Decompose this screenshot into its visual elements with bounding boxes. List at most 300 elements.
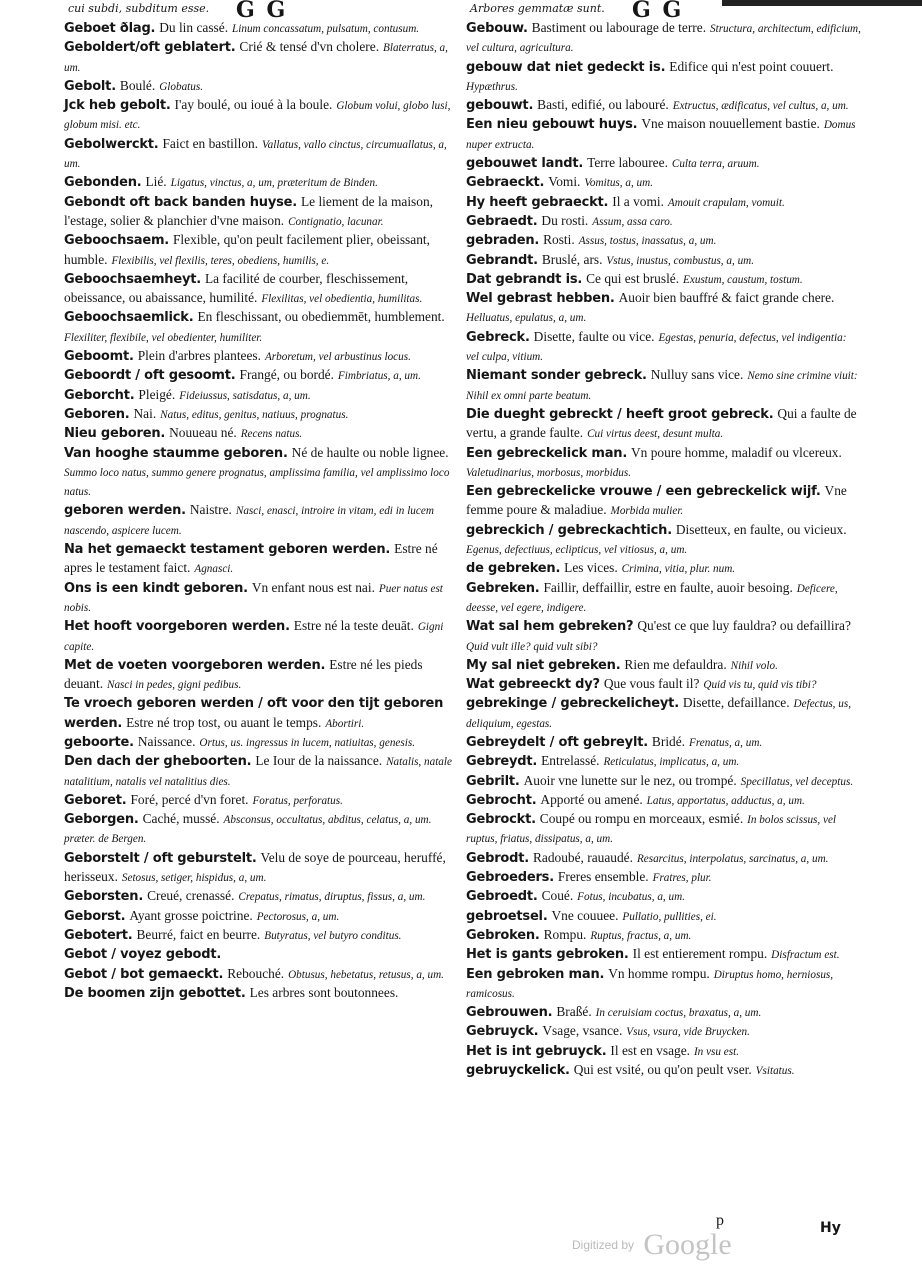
french-gloss: Entrelassé. (541, 753, 600, 769)
headword: Van hooghe staumme geboren. (64, 445, 288, 461)
left-entries (64, 19, 464, 1003)
right-column (466, 0, 862, 1080)
dictionary-entry (64, 926, 464, 945)
latin-gloss: Butyratus, vel butyro conditus. (264, 929, 402, 942)
dictionary-entry (64, 501, 464, 540)
dictionary-entry (64, 386, 464, 405)
french-gloss: Terre labouree. (587, 155, 668, 171)
latin-gloss: Vallatus, vallo cinctus, circumuallatus, a, um. (64, 138, 447, 171)
latin-gloss: Natus, editus, genitus, natiuus, prognatus. (160, 408, 349, 421)
dictionary-entry (466, 58, 862, 97)
headword: Wat sal hem gebreken? (466, 619, 634, 635)
left-column (64, 0, 464, 1003)
headword: Een gebreckelicke vrouwe / een gebreckelick wijf. (466, 484, 821, 500)
french-gloss: Ayant grosse poictrine. (129, 907, 253, 923)
dictionary-entry (466, 965, 862, 1004)
headword: Een gebroken man. (466, 966, 605, 982)
french-gloss: Freres ensemble. (557, 869, 649, 885)
headword: Gebrouwen. (466, 1005, 553, 1021)
french-gloss: Beurré, faict en beurre. (136, 926, 261, 942)
headword: gebouwet landt. (466, 156, 584, 172)
latin-gloss: Flexiliter, flexibile, vel obedienter, humiliter. (64, 331, 263, 344)
latin-gloss: Structura, architectum, edificium, vel cultura, agricultura. (466, 23, 861, 55)
latin-gloss: Exustum, caustum, tostum. (683, 273, 803, 286)
french-gloss: Vn homme rompu. (608, 965, 710, 981)
french-gloss: Vomi. (548, 174, 581, 190)
latin-gloss: Fimbriatus, a, um. (337, 370, 421, 383)
headword: Gebraeckt. (466, 175, 545, 191)
continuation-line: cui subdi, subditum esse. (68, 2, 210, 15)
french-gloss: Il est entierement rompu. (632, 946, 768, 962)
french-gloss: Bridé. (651, 733, 686, 749)
dictionary-entry (466, 444, 862, 483)
latin-gloss: Reticulatus, implicatus, a, um. (603, 756, 740, 769)
french-gloss: Frangé, ou bordé. (239, 367, 334, 383)
headword: Gebonden. (64, 175, 142, 191)
headword: Gebotert. (64, 927, 133, 943)
french-gloss: Auoir vne lunette sur le nez, ou trompé. (523, 772, 737, 788)
latin-gloss: Quid vult ille? quid vult sibi? (466, 640, 598, 653)
headword: gebouw dat niet gedeckt is. (466, 59, 666, 75)
dictionary-entry (466, 289, 862, 328)
headword: Na het gemaeckt testament geboren werden. (64, 542, 391, 558)
latin-gloss: Globum volui, globo lusi, globum misi. etc. (64, 100, 451, 132)
latin-gloss: Diruptus homo, herniosus, ramicosus. (466, 968, 834, 1000)
french-gloss: Apporté ou amené. (540, 791, 643, 807)
latin-gloss: Culta terra, aruum. (671, 158, 760, 171)
french-gloss: En fleschissant, ou obediemmēt, humblement. (197, 309, 445, 325)
latin-gloss: Egenus, defectiuus, eclipticus, vel vitiosus, a, um. (466, 544, 688, 557)
french-gloss: Caché, mussé. (142, 811, 220, 827)
headword: Gebot / voyez gebodt. (64, 947, 222, 963)
latin-gloss: Summo loco natus, summo genere prognatus, amplissima familia, vel amplissimo loco natus. (64, 466, 450, 499)
headword: Met de voeten voorgeboren werden. (64, 657, 326, 673)
dictionary-entry (466, 405, 862, 444)
dictionary-entry (466, 733, 862, 752)
latin-gloss: Vstus, inustus, combustus, a, um. (606, 254, 755, 267)
latin-gloss: Nasci in pedes, gigni pedibus. (107, 679, 242, 692)
dictionary-entry (64, 308, 464, 347)
latin-gloss: Specillatus, vel deceptus. (740, 775, 854, 788)
dictionary-entry (466, 231, 862, 250)
headword: Geboldert/oft geblatert. (64, 40, 236, 56)
headword: gebreckich / gebreckachtich. (466, 522, 672, 538)
dictionary-entry (64, 791, 464, 810)
dictionary-entry (466, 154, 862, 173)
latin-gloss: Disfractum est. (771, 949, 840, 962)
french-gloss: Auoir bien bauffré & faict grande chere. (618, 290, 835, 306)
headword: Gebreken. (466, 580, 540, 596)
dictionary-entry (466, 366, 862, 405)
dictionary-entry (466, 752, 862, 771)
french-gloss: Du lin cassé. (159, 20, 229, 35)
headword: Geboochsaemheyt. (64, 271, 201, 287)
dictionary-entry (466, 482, 862, 521)
dictionary-entry (64, 984, 464, 1003)
french-gloss: Né de haulte ou noble lignee. (291, 444, 449, 460)
headword: Geboren. (64, 406, 130, 422)
french-gloss: Lié. (145, 174, 167, 190)
dictionary-entry (466, 1042, 862, 1061)
dictionary-entry (64, 887, 464, 906)
french-gloss: Boulé. (119, 77, 156, 93)
dictionary-entry (466, 1061, 862, 1080)
headword: Geborstelt / oft geburstelt. (64, 850, 257, 866)
headword: Geboomt. (64, 349, 134, 365)
dictionary-entry (64, 405, 464, 424)
latin-gloss: Ortus, us. ingressus in lucem, natiuitas, genesis. (199, 736, 415, 749)
headword: De boomen zijn gebottet. (64, 985, 246, 1001)
headword: Gebrocht. (466, 792, 537, 808)
latin-gloss: Natalis, natale natalitium, natalis vel natalitius dies. (64, 756, 452, 788)
french-gloss: Foré, percé d'vn foret. (130, 791, 249, 807)
latin-gloss: Amouit crapulam, vomuit. (667, 196, 785, 209)
latin-gloss: Flexilitas, vel obedientia, humilitas. (261, 293, 423, 306)
french-gloss: Que vous fault il? (603, 676, 700, 692)
latin-gloss: Fotus, incubatus, a, um. (577, 891, 685, 904)
dictionary-entry (64, 849, 464, 888)
headword: Gebreck. (466, 329, 530, 345)
latin-gloss: Pullatio, pullities, ei. (622, 910, 717, 923)
latin-gloss: Agnasci. (194, 563, 234, 576)
latin-gloss: Pectorosus, a, um. (256, 910, 340, 923)
dictionary-entry (466, 579, 862, 618)
latin-gloss: Domus nuper extructa. (466, 119, 856, 151)
french-gloss: Coué. (541, 888, 574, 904)
dictionary-entry (466, 868, 862, 887)
french-gloss: Vne maison nouuellement bastie. (641, 116, 820, 132)
dictionary-entry (64, 231, 464, 270)
dictionary-entry (64, 270, 464, 309)
latin-gloss: In ceruisiam coctus, braxatus, a, um. (595, 1007, 762, 1020)
french-gloss: Naistre. (189, 502, 232, 518)
dictionary-entry (64, 733, 464, 752)
french-gloss: Nouueau né. (169, 425, 237, 441)
french-gloss: Les arbres sont boutonnees. (249, 984, 399, 1000)
french-gloss: Bruslé, ars. (541, 251, 603, 267)
french-gloss: Creué, crenassé. (147, 888, 235, 904)
french-gloss: Estre né la teste deuāt. (293, 618, 414, 634)
headword: My sal niet gebreken. (466, 657, 621, 673)
latin-gloss: Setosus, setiger, hispidus, a, um. (121, 872, 267, 885)
headword: Gebreydt. (466, 754, 538, 770)
latin-gloss: Valetudinarius, morbosus, morbidus. (466, 466, 632, 479)
headword: Gebruyck. (466, 1024, 539, 1040)
dictionary-entry (64, 424, 464, 443)
french-gloss: Estre né trop tost, ou auant le temps. (126, 714, 322, 730)
latin-gloss: Cui virtus deest, desunt multa. (587, 428, 724, 441)
latin-gloss: Deficere, deesse, vel egere, indigere. (466, 582, 838, 614)
dictionary-entry (64, 907, 464, 926)
french-gloss: Il est en vsage. (610, 1042, 690, 1058)
headword: Gebraedt. (466, 213, 538, 229)
latin-gloss: Hypæthrus. (466, 80, 518, 93)
dictionary-entry (466, 656, 862, 675)
dictionary-entry (466, 926, 862, 945)
headword: gebraden. (466, 233, 540, 249)
running-head-right: G G (632, 0, 684, 23)
headword: Die dueght gebreckt / heeft groot gebreck. (466, 406, 774, 422)
french-gloss: Crié & tensé d'vn cholere. (239, 39, 380, 55)
french-gloss: La facilité de courber, fleschissement, obeissance, ou abaissance, humilité. (64, 270, 409, 306)
french-gloss: Disette, defaillance. (682, 695, 790, 711)
dictionary-entry (466, 675, 862, 694)
running-head-left: G G (236, 0, 288, 23)
french-gloss: Disette, faulte ou vice. (533, 328, 655, 344)
dictionary-entry (466, 212, 862, 231)
headword: Nieu geboren. (64, 426, 166, 442)
french-gloss: Flexible, qu'on peult facilement plier, obeissant, humble. (64, 232, 430, 267)
dictionary-entry (466, 849, 862, 868)
headword: Een gebreckelick man. (466, 445, 628, 461)
dictionary-entry (466, 772, 862, 791)
headword: gebruyckelick. (466, 1063, 570, 1079)
dictionary-entry (466, 694, 862, 733)
headword: Gebrodt. (466, 850, 529, 866)
latin-gloss: Vomitus, a, um. (584, 177, 654, 190)
headword: Te vroech geboren werden / oft voor den tijt geboren werden. (64, 696, 444, 731)
latin-gloss: Abortiri. (325, 717, 365, 730)
latin-gloss: Assum, assa caro. (592, 215, 673, 228)
headword: Geborst. (64, 908, 126, 924)
dictionary-entry (466, 791, 862, 810)
french-gloss: Bastiment ou labourage de terre. (531, 20, 707, 35)
dictionary-entry (64, 135, 464, 174)
french-gloss: Estre né les pieds deuant. (64, 656, 423, 692)
dictionary-entry (64, 965, 464, 984)
latin-gloss: Nasci, enasci, introire in vitam, edi in lucem nascendo, aspicere lucem. (64, 505, 434, 537)
dictionary-entry (64, 96, 464, 135)
dictionary-entry (466, 251, 862, 270)
latin-gloss: Frenatus, a, um. (688, 736, 763, 749)
dictionary-entry (466, 559, 862, 578)
latin-gloss: Blaterratus, a, um. (64, 42, 448, 74)
headword: Dat gebrandt is. (466, 271, 583, 287)
latin-gloss: Extructus, ædificatus, vel cultus, a, um. (672, 100, 849, 113)
french-gloss: Radoubé, rauaudé. (532, 849, 633, 865)
headword: Gebondt oft back banden huyse. (64, 194, 298, 210)
headword: Jck heb gebolt. (64, 98, 171, 114)
latin-gloss: Resarcitus, interpolatus, sarcinatus, a, um. (636, 852, 829, 865)
french-gloss: Braßé. (556, 1004, 592, 1020)
dictionary-entry (466, 115, 862, 154)
right-entries (466, 19, 862, 1080)
headword: Gebolt. (64, 78, 116, 94)
dictionary-entry (466, 19, 862, 58)
french-gloss: Faict en bastillon. (162, 135, 259, 151)
latin-gloss: Crimina, vitia, plur. num. (621, 563, 736, 576)
headword: Gebrandt. (466, 252, 538, 268)
headword: Geborcht. (64, 387, 135, 403)
latin-gloss: Arboretum, vel arbustinus locus. (264, 351, 411, 364)
dictionary-entry (64, 19, 464, 38)
latin-gloss: Vsus, vsura, vide Bruycken. (626, 1026, 750, 1039)
dictionary-entry (64, 579, 464, 618)
headword: Gebroedt. (466, 889, 538, 905)
headword: Geborgen. (64, 812, 139, 828)
latin-gloss: Gigni capite. (64, 621, 444, 653)
headword: Gebreydelt / oft gebreylt. (466, 734, 648, 750)
dictionary-entry (64, 694, 464, 733)
french-gloss: Faillir, deffaillir, estre en faulte, auoir besoing. (543, 579, 793, 595)
french-gloss: Plein d'arbres plantees. (137, 348, 261, 364)
dictionary-entry (466, 328, 862, 367)
headword: Wel gebrast hebben. (466, 291, 615, 307)
latin-gloss: Ligatus, vinctus, a, um, præteritum de Binden. (170, 177, 378, 190)
french-gloss: Rebouché. (227, 965, 285, 981)
dictionary-entry (466, 810, 862, 849)
headword: Gebolwerckt. (64, 136, 159, 152)
latin-gloss: Ruptus, fractus, a, um. (590, 929, 692, 942)
headword: Ons is een kindt geboren. (64, 580, 248, 596)
headword: gebouwt. (466, 98, 534, 114)
french-gloss: Pleigé. (138, 386, 176, 402)
latin-gloss: Vsitatus. (755, 1065, 795, 1078)
headword: Gebrilt. (466, 773, 520, 789)
french-gloss: Rompu. (543, 926, 587, 942)
latin-gloss: Fratres, plur. (652, 872, 712, 885)
latin-gloss: Morbida mulier. (610, 505, 684, 518)
signature-mark: p (716, 1212, 724, 1229)
dictionary-entry (466, 1022, 862, 1041)
headword: Gebroeders. (466, 870, 554, 886)
headword: Niemant sonder gebreck. (466, 368, 647, 384)
latin-gloss: Helluatus, epulatus, a, um. (466, 312, 587, 325)
dictionary-entry (64, 945, 464, 964)
french-gloss: Qui est vsité, ou qu'on peult vser. (573, 1062, 752, 1078)
french-gloss: Disetteux, en faulte, ou vicieux. (675, 521, 847, 537)
french-gloss: Il a vomi. (612, 193, 664, 209)
dictionary-entry (466, 96, 862, 115)
dictionary-entry (64, 810, 464, 849)
headword: Het hooft voorgeboren werden. (64, 619, 290, 635)
french-gloss: Vne femme poure & maladiue. (466, 483, 847, 518)
headword: Geboochsaem. (64, 233, 170, 249)
headword: Geboet ðlag. (64, 21, 156, 36)
latin-gloss: Quid vis tu, quid vis tibi? (703, 679, 817, 692)
dictionary-entry (466, 1003, 862, 1022)
latin-gloss: Nihil volo. (730, 659, 778, 672)
headword: Geboret. (64, 792, 127, 808)
dictionary-entry (466, 887, 862, 906)
french-gloss: Le liement de la maison, l'estage, solier & planchier d'vne maison. (64, 193, 433, 228)
french-gloss: Edifice qui n'est point couuert. (669, 58, 834, 74)
french-gloss: Vn poure homme, maladif ou vlcereux. (631, 444, 842, 460)
latin-gloss: Defectus, us, deliquium, egestas. (466, 698, 852, 730)
french-gloss: Estre né apres le testament faict. (64, 541, 438, 576)
latin-gloss: Recens natus. (240, 428, 303, 441)
digitized-watermark (572, 1228, 732, 1262)
latin-gloss: In bolos scissus, vel ruptus, friatus, dissipatus, a, um. (466, 814, 837, 846)
headword: Een nieu gebouwt huys. (466, 117, 638, 133)
french-gloss: Vn enfant nous est nai. (251, 579, 375, 595)
dictionary-entry (64, 444, 464, 502)
headword: Den dach der gheboorten. (64, 754, 252, 770)
latin-gloss: Puer natus est nobis. (64, 582, 443, 614)
headword: geboren werden. (64, 503, 186, 519)
french-gloss: Vsage, vsance. (542, 1023, 623, 1039)
french-gloss: Nai. (133, 405, 157, 421)
french-gloss: Les vices. (564, 560, 618, 576)
dictionary-entry (64, 193, 464, 232)
dictionary-entry (64, 38, 464, 77)
headword: Gebrockt. (466, 812, 536, 828)
dictionary-entry (466, 907, 862, 926)
catchword: Hy (820, 1220, 841, 1236)
french-gloss: Velu de soye de pourceau, heruffé, herisseux. (64, 849, 446, 885)
dictionary-entry (466, 270, 862, 289)
headword: Gebroken. (466, 927, 540, 943)
french-gloss: Le Iour de la naissance. (255, 753, 383, 769)
dictionary-entry (466, 617, 862, 656)
dictionary-entry (64, 656, 464, 695)
latin-gloss: Assus, tostus, inassatus, a, um. (578, 235, 717, 248)
headword: geboorte. (64, 734, 134, 750)
french-gloss: Nulluy sans vice. (650, 367, 744, 383)
headword: Het is int gebruyck. (466, 1043, 607, 1059)
french-gloss: Qui a faulte de vertu, a grande faulte. (466, 405, 857, 441)
latin-gloss: Absconsus, occultatus, abditus, celatus, a, um. præter. de Bergen. (64, 814, 432, 846)
latin-gloss: Linum concassatum, pulsatum, contusum. (232, 23, 420, 35)
latin-gloss: Nemo sine crimine viuit: Nihil ex omni parte beatum. (466, 370, 858, 402)
dictionary-entry (64, 752, 464, 791)
dictionary-entry (64, 347, 464, 366)
french-gloss: Basti, edifié, ou labouré. (537, 97, 669, 113)
dictionary-entry (64, 617, 464, 656)
continuation-line: Arbores gemmatæ sunt. (470, 2, 605, 15)
latin-gloss: Latus, apportatus, adductus, a, um. (646, 794, 805, 807)
watermark-prefix: Digitized by (572, 1238, 635, 1252)
french-gloss: Du rosti. (541, 212, 589, 228)
dictionary-entry (64, 77, 464, 96)
latin-gloss: Fideiussus, satisdatus, a, um. (179, 389, 311, 402)
headword: Geboochsaemlick. (64, 310, 194, 326)
dictionary-entry (64, 540, 464, 579)
headword: gebroetsel. (466, 908, 548, 924)
french-gloss: Rosti. (543, 232, 575, 248)
french-gloss: I'ay boulé, ou ioué à la boule. (174, 97, 333, 113)
headword: Wat gebreeckt dy? (466, 677, 600, 693)
headword: Hy heeft gebraeckt. (466, 194, 609, 210)
latin-gloss: Flexibilis, vel flexilis, teres, obediens, humilis, e. (111, 254, 330, 267)
latin-gloss: Globatus. (159, 80, 204, 93)
headword: Geboordt / oft gesoomt. (64, 368, 236, 384)
french-gloss: Vne couuee. (551, 907, 619, 923)
latin-gloss: Obtusus, hebetatus, retusus, a, um. (288, 968, 444, 981)
dictionary-entry (466, 173, 862, 192)
headword: de gebreken. (466, 561, 561, 577)
latin-gloss: In vsu est. (693, 1045, 740, 1058)
headword: Gebouw. (466, 21, 528, 36)
dictionary-entry (466, 521, 862, 560)
headword: Het is gants gebroken. (466, 947, 629, 963)
french-gloss: Coupé ou rompu en morceaux, esmié. (539, 811, 744, 827)
dictionary-entry (64, 366, 464, 385)
watermark-brand: Google (643, 1228, 732, 1261)
dictionary-entry (466, 193, 862, 212)
latin-gloss: Contignatio, lacunar. (288, 215, 384, 228)
dictionary-entry (466, 945, 862, 964)
french-gloss: Naissance. (137, 733, 196, 749)
latin-gloss: Egestas, penuria, defectus, vel indigentia: vel culpa, vitium. (466, 331, 847, 364)
french-gloss: Qu'est ce que luy fauldra? ou defaillira? (637, 618, 851, 634)
headword: gebrekinge / gebreckelicheyt. (466, 696, 679, 712)
latin-gloss: Foratus, perforatus. (252, 794, 343, 807)
french-gloss: Ce qui est bruslé. (586, 270, 680, 286)
latin-gloss: Crepatus, rimatus, diruptus, fissus, a, um. (238, 891, 426, 904)
headword: Geborsten. (64, 889, 144, 905)
dictionary-entry (64, 173, 464, 192)
